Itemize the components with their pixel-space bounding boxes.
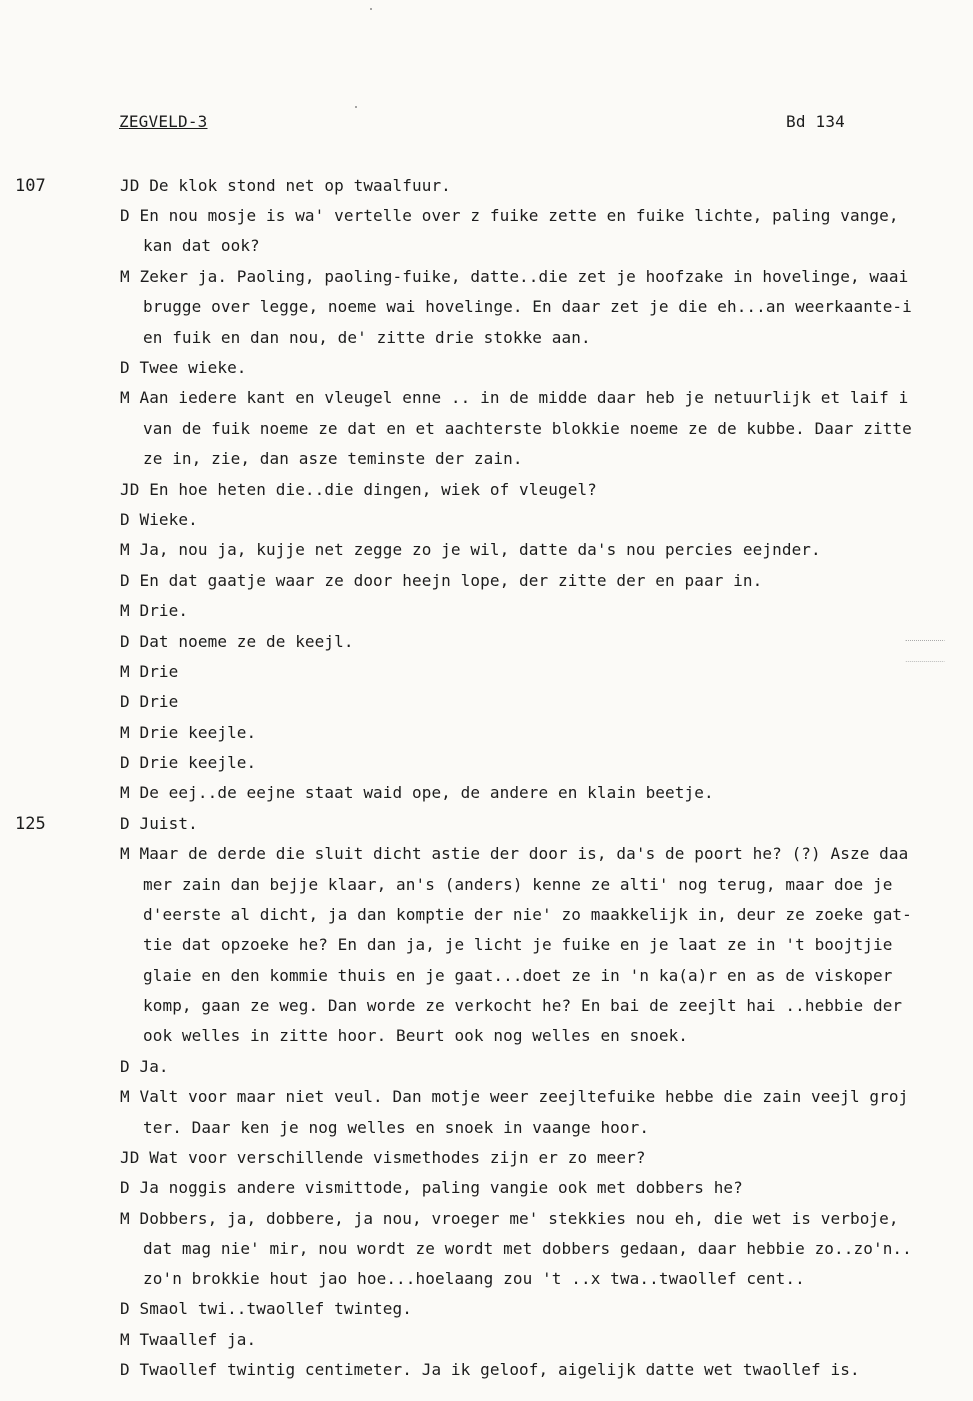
line-text: Smaol twi..twaollef twinteg. <box>139 1299 412 1318</box>
transcript-line <box>120 601 973 621</box>
line-text: Twee wieke. <box>139 358 247 377</box>
speaker-label: D <box>120 510 130 529</box>
line-text: Wieke. <box>139 510 198 529</box>
transcript-line <box>120 1299 973 1319</box>
speaker-label: M <box>120 662 130 681</box>
line-text: De eej..de eejne staat waid ope, de andere en klain beetje. <box>139 783 714 802</box>
line-number-125: 125 <box>15 814 46 834</box>
transcript-continuation-line <box>143 966 973 986</box>
line-text: Zeker ja. Paoling, paoling-fuike, datte..die zet je hoofzake in hovelinge, waai <box>139 267 909 286</box>
line-text: Drie <box>139 662 179 681</box>
transcript-line <box>120 1178 973 1198</box>
transcript-continuation-line <box>143 1239 973 1259</box>
line-text: Drie. <box>139 601 189 620</box>
line-text: Wat voor verschillende vismethodes zijn er zo meer? <box>149 1148 646 1167</box>
speaker-label: D <box>120 1299 130 1318</box>
line-text: zo'n brokkie hout jao hoe...hoelaang zou 't ..x twa..twaollef cent.. <box>143 1269 805 1288</box>
transcript-continuation-line <box>143 905 973 925</box>
paper-smudge <box>905 640 945 662</box>
transcript-continuation-line <box>143 419 973 439</box>
speaker-label: D <box>120 358 130 377</box>
transcript-line <box>120 176 973 196</box>
line-text: Drie keejle. <box>139 753 257 772</box>
speaker-label: M <box>120 1087 130 1106</box>
speaker-label: JD <box>120 176 140 195</box>
transcript-continuation-line <box>143 449 973 469</box>
speaker-label: M <box>120 601 130 620</box>
speaker-label: D <box>120 814 130 833</box>
speaker-label: M <box>120 267 130 286</box>
transcript-line <box>120 1057 973 1077</box>
transcript-line <box>120 206 973 226</box>
line-text: ter. Daar ken je nog welles en snoek in vaange hoor. <box>143 1118 650 1137</box>
speaker-label: D <box>120 206 130 225</box>
transcript-continuation-line <box>143 1269 973 1289</box>
speaker-label: M <box>120 783 130 802</box>
transcript-line <box>120 723 973 743</box>
line-text: De klok stond net op twaalfuur. <box>149 176 451 195</box>
line-text: Ja. <box>139 1057 169 1076</box>
line-text: Drie keejle. <box>139 723 257 742</box>
transcript-line <box>120 632 973 652</box>
paper-speck <box>355 106 357 108</box>
speaker-label: M <box>120 1330 130 1349</box>
line-text: En nou mosje is wa' vertelle over z fuike zette en fuike lichte, paling vange, <box>139 206 899 225</box>
line-text: ook welles in zitte hoor. Beurt ook nog welles en snoek. <box>143 1026 689 1045</box>
line-text: dat mag nie' mir, nou wordt ze wordt met dobbers gedaan, daar hebbie zo..zo'n.. <box>143 1239 912 1258</box>
transcript-line <box>120 753 973 773</box>
transcript-continuation-line <box>143 875 973 895</box>
transcript-line <box>120 267 973 287</box>
transcript-continuation-line <box>143 297 973 317</box>
transcript-continuation-line <box>143 236 973 256</box>
speaker-label: M <box>120 723 130 742</box>
line-text: Drie <box>139 692 179 711</box>
line-text: Ja, nou ja, kujje net zegge zo je wil, datte da's nou percies eejnder. <box>139 540 821 559</box>
transcript-line <box>120 1209 973 1229</box>
speaker-label: M <box>120 540 130 559</box>
line-text: glaie en den kommie thuis en je gaat...doet ze in 'n ka(a)r en as de viskoper <box>143 966 893 985</box>
line-text: tie dat opzoeke he? En dan ja, je licht je fuike en je laat ze in 't boojtjie <box>143 935 893 954</box>
line-text: Dobbers, ja, dobbere, ja nou, vroeger me' stekkies nou eh, die wet is verboje, <box>139 1209 899 1228</box>
speaker-label: D <box>120 753 130 772</box>
transcript-continuation-line <box>143 996 973 1016</box>
transcript-line <box>120 571 973 591</box>
line-text: brugge over legge, noeme wai hovelinge. En daar zet je die eh...an weerkaante-i <box>143 297 912 316</box>
transcript-line <box>120 692 973 712</box>
line-text: komp, gaan ze weg. Dan worde ze verkocht he? En bai de zeejlt hai ..hebbie der <box>143 996 903 1015</box>
speaker-label: D <box>120 692 130 711</box>
speaker-label: M <box>120 1209 130 1228</box>
line-text: Ja noggis andere vismittode, paling vangie ook met dobbers he? <box>139 1178 743 1197</box>
speaker-label: D <box>120 1057 130 1076</box>
line-text: Twaollef twintig centimeter. Ja ik geloof, aigelijk datte wet twaollef is. <box>139 1359 860 1379</box>
line-text: mer zain dan bejje klaar, an's (anders) kenne ze alti' nog terug, maar doe je <box>143 875 893 894</box>
line-text: d'eerste al dicht, ja dan komptie der nie' zo maakkelijk in, deur ze zoeke gat- <box>143 905 912 924</box>
speaker-label: D <box>120 1359 130 1379</box>
line-text: van de fuik noeme ze dat en et aachterste blokkie noeme ze de kubbe. Daar zitte <box>143 419 912 438</box>
speaker-label: D <box>120 571 130 590</box>
speaker-label: M <box>120 388 130 407</box>
speaker-label: D <box>120 632 130 651</box>
transcript-line <box>120 540 973 560</box>
transcript-line <box>120 1330 973 1350</box>
transcript-line <box>120 388 973 408</box>
line-text: Maar de derde die sluit dicht astie der door is, da's de poort he? (?) Asze daa <box>139 844 909 863</box>
transcript-continuation-line <box>143 328 973 348</box>
speaker-label: JD <box>120 480 140 499</box>
line-text: En dat gaatje waar ze door heejn lope, der zitte der en paar in. <box>139 571 763 590</box>
transcript-continuation-line <box>143 1118 973 1138</box>
speaker-label: JD <box>120 1148 140 1167</box>
line-text: Juist. <box>139 814 198 833</box>
line-text: En hoe heten die..die dingen, wiek of vleugel? <box>149 480 597 499</box>
transcript-line <box>120 480 973 500</box>
line-text: kan dat ook? <box>143 236 260 255</box>
transcript-line <box>120 662 973 682</box>
transcript-line <box>120 783 973 803</box>
document-title: ZEGVELD-3 <box>119 112 208 131</box>
page-reference: Bd 134 <box>786 112 845 131</box>
line-text: Valt voor maar niet veul. Dan motje weer zeejltefuike hebbe die zain veejl groj <box>139 1087 909 1106</box>
line-text: Twaallef ja. <box>139 1330 257 1349</box>
transcript-line <box>120 510 973 530</box>
transcript-continuation-line <box>143 1026 973 1046</box>
line-text: ze in, zie, dan asze teminste der zain. <box>143 449 523 468</box>
line-text: en fuik en dan nou, de' zitte drie stokke aan. <box>143 328 591 347</box>
line-text: Dat noeme ze de keejl. <box>139 632 354 651</box>
paper-speck <box>370 8 372 10</box>
transcript-line <box>120 358 973 378</box>
transcript-line <box>120 844 973 864</box>
transcript-line <box>120 1087 973 1107</box>
transcript-line <box>120 1148 973 1168</box>
speaker-label: D <box>120 1178 130 1197</box>
line-text: Aan iedere kant en vleugel enne .. in de midde daar heb je netuurlijk et laif i <box>139 388 909 407</box>
transcript-line <box>120 1360 973 1380</box>
transcript-line <box>120 814 973 834</box>
line-number-107: 107 <box>15 176 46 196</box>
transcript-continuation-line <box>143 935 973 955</box>
speaker-label: M <box>120 844 130 863</box>
